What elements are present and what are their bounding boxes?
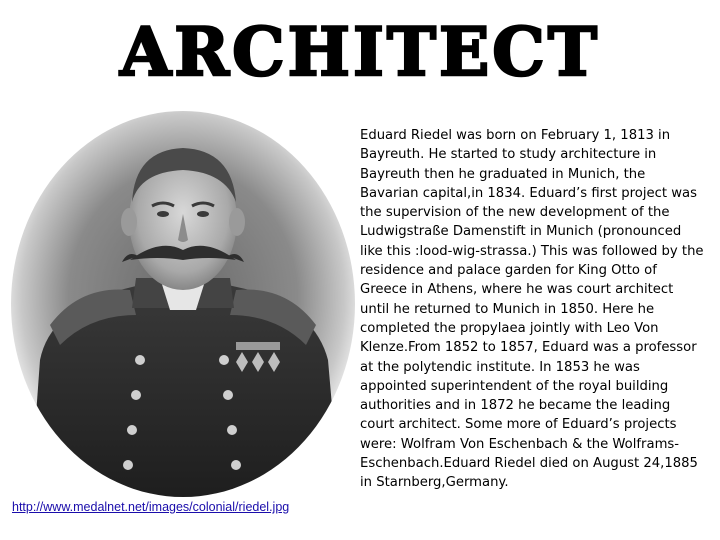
biography-text: Eduard Riedel was born on February 1, 1813 in Bayreuth. He started to study architecture in Bayreuth then he graduated in Munich, the Bavarian capital,in 1834. Eduard’s first project was the supervision of the new development of the Ludwigstraße Damenstift in Munich (pronounced like this :lood-wig-strassa.) This was followed by the residence and palace garden for King Otto of Greece in Athens, where he was court architect until he returned to Munich in 1850. Here he completed the propylaea jointly with Leo Von Klenze.From 1852 to 1857, Eduard was a professor at the polytendic institute. In 1853 he was appointed superintendent of the royal building authorities and in 1872 he became the leading court architect. Some more of Eduard’s projects were: Wolfram Von Eschenbach & the Wolframs-Eschenbach.Eduard Riedel died on August 24,1885 in Starnberg,Germany. <box>360 128 704 491</box>
portrait-photo <box>10 110 356 498</box>
slide-title: ARCHITECT <box>120 13 600 91</box>
image-source-link[interactable]: http://www.medalnet.net/images/colonial/riedel.jpg <box>12 500 290 514</box>
